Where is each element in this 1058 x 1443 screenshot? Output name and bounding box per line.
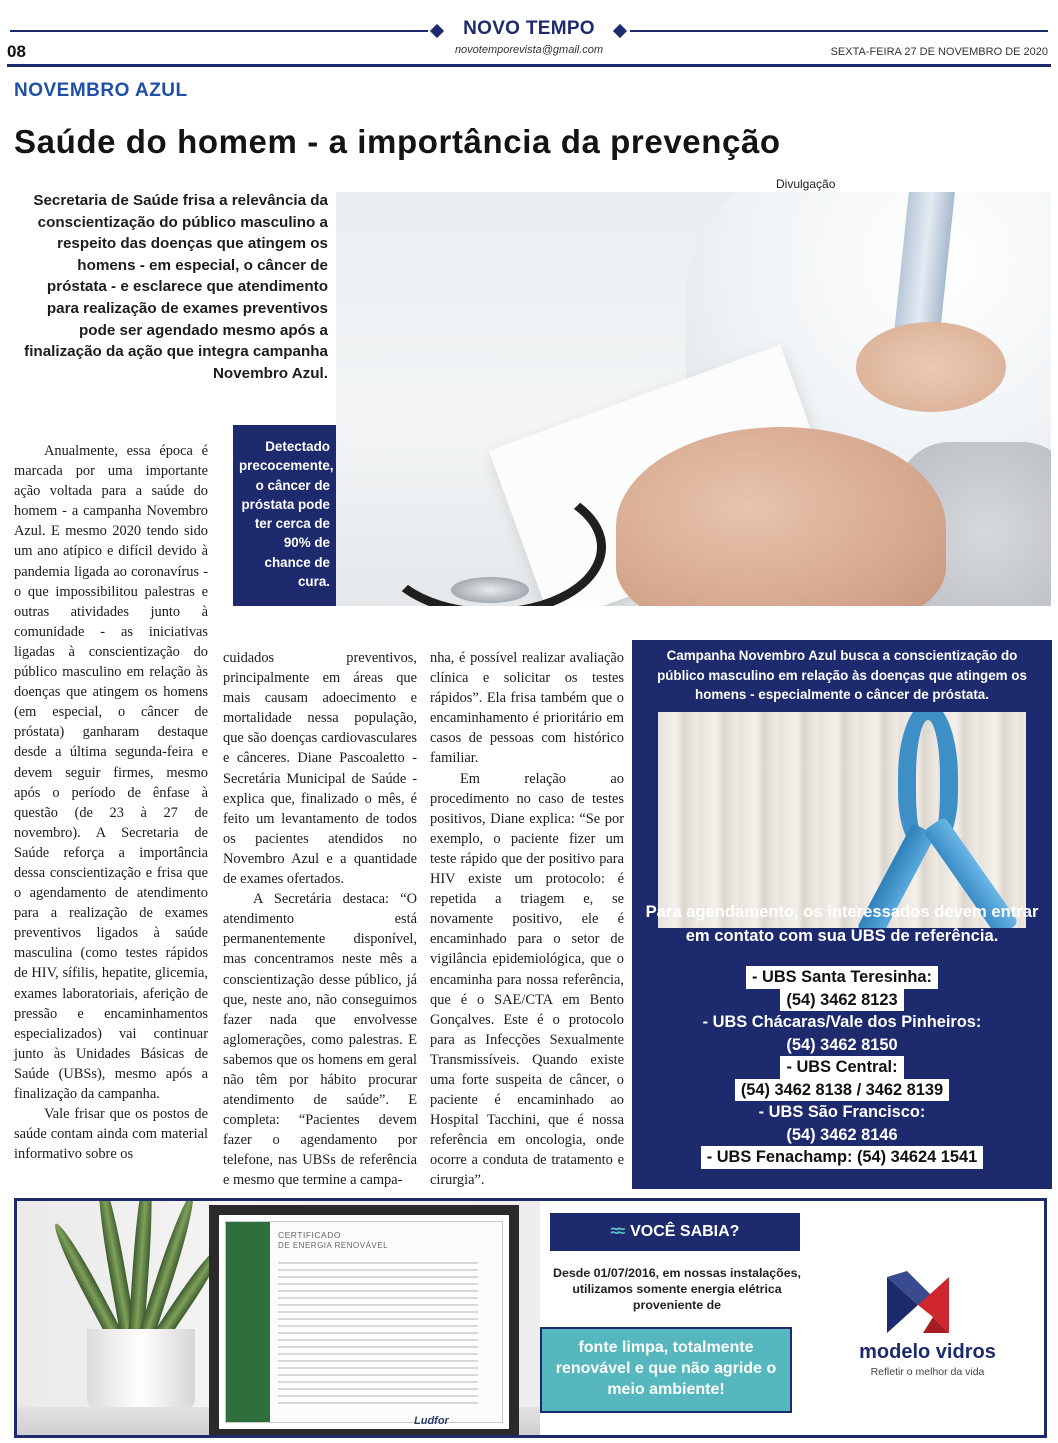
ubs-line: (54) 3462 8138 / 3462 8139 <box>632 1079 1052 1102</box>
paragraph: nha, é possível realizar avaliação clínica e solicitar os testes rápidos”. Ela frisa também que o encaminhamento é prioritário em casos de pessoas com histórico familiar. <box>430 650 624 767</box>
newspaper-title: NOVO TEMPO <box>463 18 595 39</box>
ubs-line: (54) 3462 8123 <box>632 989 1052 1012</box>
certificate-subtitle: DE ENERGIA RENOVÁVEL <box>278 1241 389 1250</box>
section-label: NOVEMBRO AZUL <box>14 80 188 101</box>
ad-header-text: VOCÊ SABIA? <box>630 1223 740 1240</box>
main-photo <box>336 192 1051 606</box>
article-column-1 <box>14 441 208 1164</box>
ad-message-panel <box>540 1201 808 1435</box>
certificate <box>225 1221 503 1427</box>
paragraph: Em relação ao procedimento no caso de testes positivos, Diane explica: “Se por exemplo, o paciente fizer um teste rápido que der positivo para HIV existe um protocolo: é repetida a triagem e, se novamente positivo, ele é encaminhado para o setor de vigilância epidemiológica, que o encaminha para nossa referência, que é o SAE/CTA em Bento Gonçalves. Este é o protocolo para as Infecções Sexualmente Transmissíveis. Quando existe uma forte suspeita de câncer, o paciente é encaminhado ao Hospital Tacchini, que é nossa referência em oncologia, onde ocorre a conduta de tratamento e cirurgia”. <box>430 770 624 1189</box>
ubs-contact-list <box>632 966 1052 1169</box>
ubs-line: - UBS São Francisco: <box>758 1103 926 1121</box>
highlight-text: Detectado precocemente, o câncer de próstata pode ter cerca de 90% de chance de cura. <box>239 439 334 590</box>
paragraph: Vale frisar que os postos de saúde contam ainda com material informativo sobre os <box>14 1106 208 1163</box>
ubs-line: (54) 3462 8146 <box>786 1125 898 1144</box>
wave-icon: ≈≈ <box>610 1223 623 1240</box>
certificate-strip <box>226 1222 270 1422</box>
plant-pot <box>87 1329 195 1409</box>
doctor-hand <box>856 322 1006 412</box>
brand-tagline: Refletir o melhor da vida <box>870 1366 985 1378</box>
ad-text: Desde 01/07/2016, em nossas instalações, utilizamos somente energia elétrica proveniente de <box>553 1266 801 1312</box>
ad-photo <box>17 1201 540 1435</box>
ubs-line: - UBS Fenachamp: (54) 34624 1541 <box>632 1146 1052 1169</box>
issue-date: SEXTA-FEIRA 27 DE NOVEMBRO DE 2020 <box>830 46 1048 58</box>
ad-header <box>550 1213 800 1251</box>
paragraph: A Secretária destaca: “O atendimento está permanentemente disponível, mas concentramos neste mês a conscientização desse público, já que, neste ano, não conseguimos fazer nada que envolvesse aglomerações, como palestras. E sabemos que os homens em geral não têm por hábito procurar atendimento de saúde”. E completa: “Pacientes devem fazer o agendamento por telefone, nas UBSs de referência e mesmo que termine a campa- <box>223 891 417 1189</box>
stethoscope-head <box>451 577 529 603</box>
ubs-line: - UBS Chácaras/Vale dos Pinheiros: <box>702 1013 982 1031</box>
advertisement <box>14 1198 1047 1438</box>
sidebar-intro: Campanha Novembro Azul busca a conscientização do público masculino em relação às doenças que atingem os homens - especialmente o câncer de próstata. <box>657 648 1027 702</box>
certificate-title: CERTIFICADO <box>278 1230 341 1240</box>
info-sidebar <box>632 640 1052 1189</box>
masthead-rule-left <box>10 30 428 32</box>
sidebar-scheduling: Para agendamento, os interessados devem entrar em contato com sua UBS de referência. <box>645 902 1039 945</box>
blue-ribbon-photo <box>658 712 1026 928</box>
masthead-rule <box>7 64 1051 67</box>
paragraph: Anualmente, essa época é marcada por uma importante ação voltada para a saúde do homem - a campanha Novembro Azul. E mesmo 2020 tendo sido um ano atípico e difícil devido à pandemia ligada ao coronavírus - o que impossibilitou palestras e outras atividades junto à comunidade - as iniciativas ligadas à conscientização do público masculino em relação às doenças que atingem os homens (em especial, o câncer de próstata) ganharam destaque desde a última segunda-feira e devem seguir firmes, mesmo após o período de ênfase à questão (de 23 à 27 de novembro). A Secretaria de Saúde reforça a importância dessa conscientização e frisa que o agendamento de atendimento para a realização de exames preventivos ligados à saúde masculina (como testes rápidos de HIV, sífilis, hepatite, glicemia, exames laboratoriais, aferição de pressão e encaminhamentos especializados) vai continuar junto às Unidades Básicas de Saúde (UBSs), mesmo após a finalização da campanha. <box>14 443 208 1102</box>
certificate-text-lines <box>278 1262 478 1409</box>
article-column-2 <box>223 648 417 1191</box>
masthead-rule-right <box>630 30 1048 32</box>
photo-credit: Divulgação <box>776 177 836 191</box>
masthead <box>0 0 1058 68</box>
masthead-email: novotemporevista@gmail.com <box>454 44 604 56</box>
brand-name: modelo vidros <box>859 1341 996 1363</box>
certificate-logo: Ludfor <box>414 1415 449 1427</box>
certificate-frame <box>209 1205 519 1438</box>
headline: Saúde do homem - a importância da prevenção <box>14 123 781 160</box>
ubs-line: - UBS Santa Teresinha: <box>632 966 1052 989</box>
paragraph: cuidados preventivos, principalmente em áreas que mais causam adoecimento e mortalidade nessa população, que são doenças cardiovasculares e cânceres. Diane Pascoaletto - Secretária Municipal de Saúde - explica que, finalizado o mês, é feito um levantamento de todos os pacientes atendidos no Novembro Azul e a quantidade de exames ofertados. <box>223 650 417 888</box>
modelo-vidros-logo-icon <box>883 1267 953 1337</box>
ubs-line: - UBS Central: <box>632 1056 1052 1079</box>
ad-highlight: fonte limpa, totalmente renovável e que não agride o meio ambiente! <box>540 1327 792 1413</box>
lead-paragraph: Secretaria de Saúde frisa a relevância da conscientização do público masculino a respeito das doenças que atingem os homens - em especial, o câncer de próstata - e esclarece que atendimento para realização de exames preventivos pode ser agendado mesmo após a finalização da ação que integra campanha Novembro Azul. <box>24 192 328 382</box>
article-column-3 <box>430 648 624 1191</box>
highlight-box <box>233 425 336 606</box>
page-number: 08 <box>7 42 26 61</box>
brand-block <box>808 1201 1047 1435</box>
ubs-line: (54) 3462 8150 <box>786 1035 898 1054</box>
